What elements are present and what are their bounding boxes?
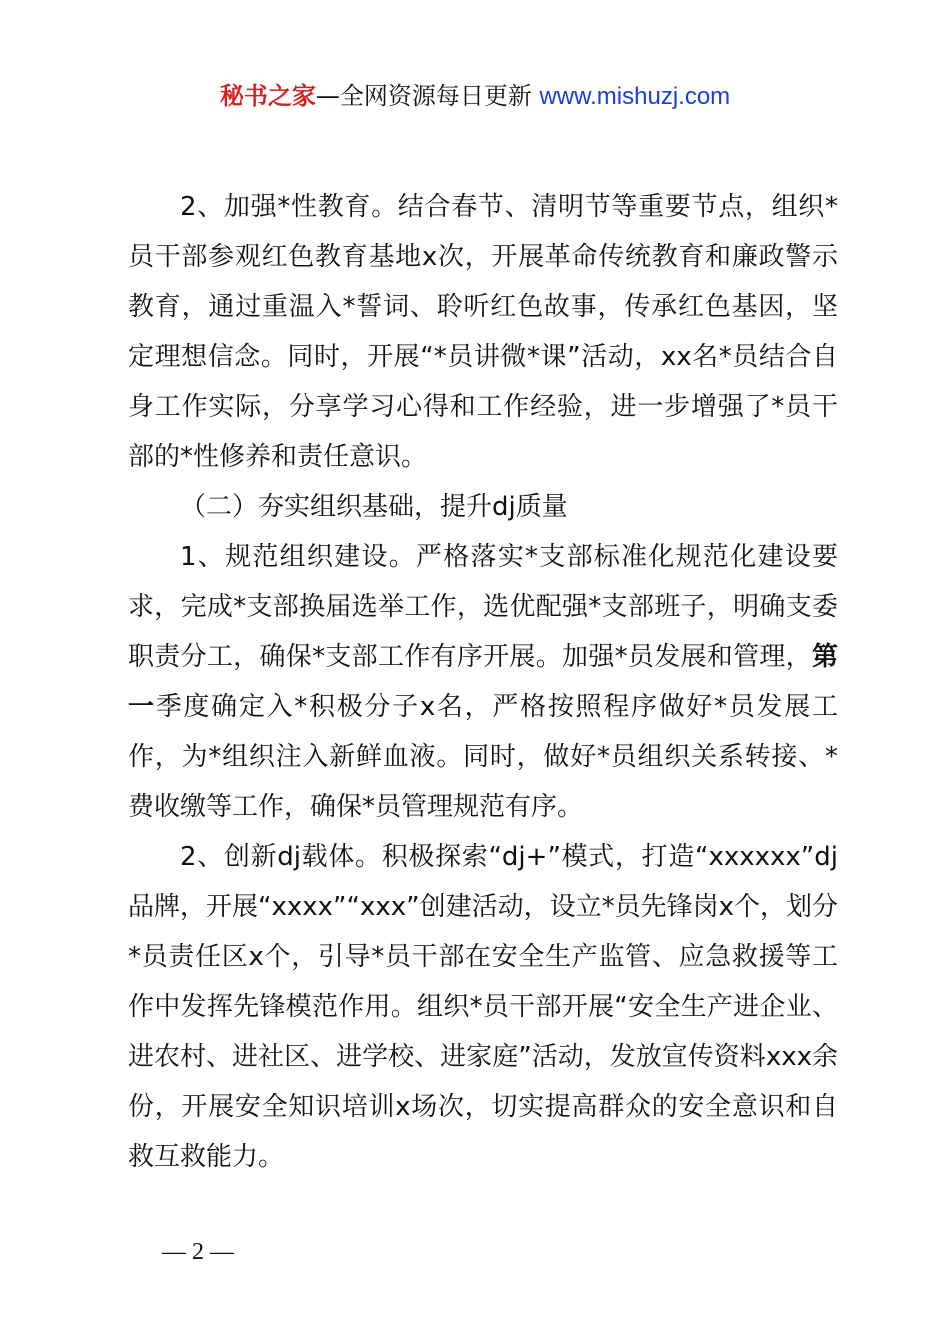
section-heading-organization: （二）夯实组织基础，提升dj质量 xyxy=(180,492,568,522)
paragraph-text-after-bold: 季度确定入*积极分子x名，严格按照程序做好*员发展工作，为*组织注入新鲜血液。同时，做好*员组织关系转接、*费收缴等工作，确保*员管理规范有序。 xyxy=(128,692,838,822)
site-url-link[interactable]: www.mishuzj.com xyxy=(539,83,731,110)
site-header xyxy=(0,80,950,113)
paragraph-organization-building xyxy=(128,532,838,832)
page-number: — 2 — xyxy=(162,1239,234,1265)
document-body xyxy=(128,182,838,1182)
paragraph-party-education: 2、加强*性教育。结合春节、清明节等重要节点，组织*员干部参观红色教育基地x次，开展革命传统教育和廉政警示教育，通过重温入*誓词、聆听红色故事，传承红色基因，坚定理想信念。同时，开展“*员讲微*课”活动，xx名*员结合自身工作实际，分享学习心得和工作经验，进一步增强了*员干部的*性修养和责任意识。 xyxy=(128,192,838,472)
brand-name: 秘书之家 xyxy=(219,82,316,110)
paragraph-innovation-carrier: 2、创新dj载体。积极探索“dj+”模式，打造“xxxxxx”dj品牌，开展“xxxx”“xxx”创建活动，设立*员先锋岗x个，划分*员责任区x个，引导*员干部在安全生产监管、应急救援等工作中发挥先锋模范作用。组织*员干部开展“安全生产进企业、进农村、进社区、进学校、进家庭”活动，发放宣传资料xxx余份，开展安全知识培训x场次，切实提高群众的安全意识和自救互救能力。 xyxy=(128,842,838,1172)
paragraph-text-before-bold: 1、规范组织建设。严格落实*支部标准化规范化建设要求，完成*支部换届选举工作，选优配强*支部班子，明确支委职责分工，确保*支部工作有序开展。加强*员发展和管理， xyxy=(128,542,838,672)
header-tagline: —全网资源每日更新 xyxy=(315,82,532,110)
bold-text: 第一 xyxy=(128,642,838,722)
